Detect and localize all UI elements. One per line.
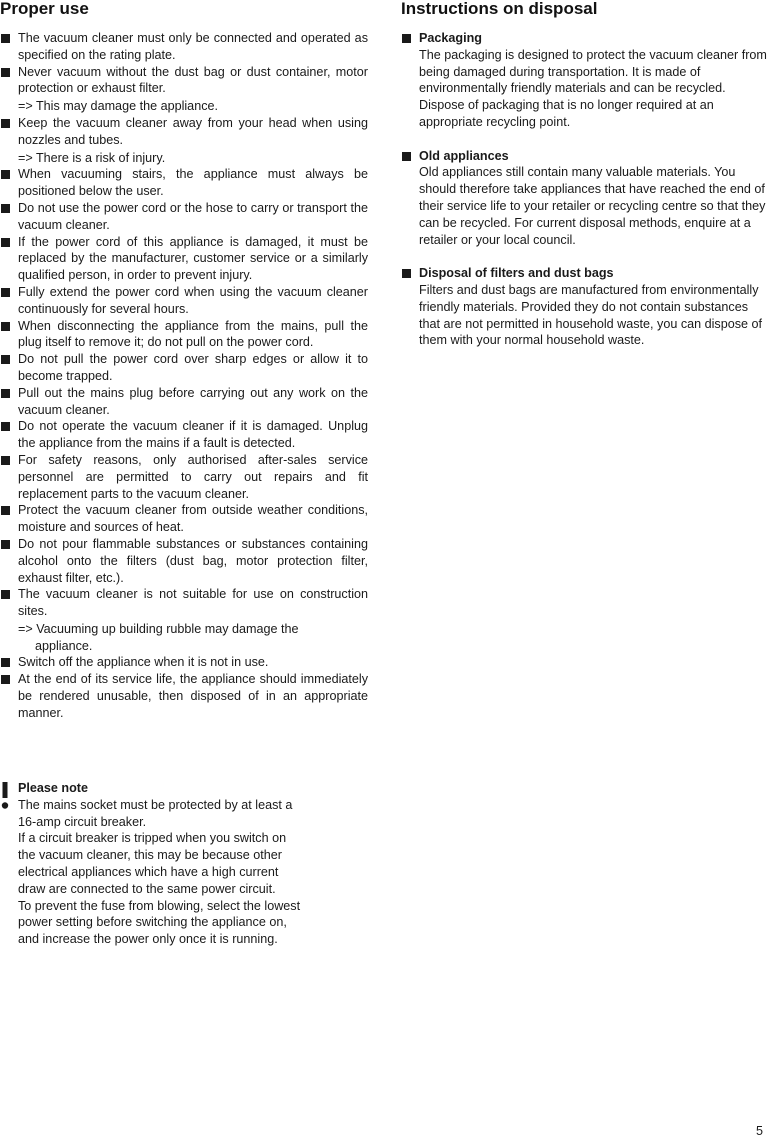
square-bullet-icon xyxy=(1,389,10,398)
note-line: power setting before switching the appliance on, xyxy=(18,915,287,930)
list-item: Keep the vacuum cleaner away from your head when using nozzles and tubes. => There is a risk of injury. xyxy=(0,115,368,166)
square-bullet-icon xyxy=(1,658,10,667)
note-line: the vacuum cleaner, this may be because other xyxy=(18,848,282,863)
old-appliances-text: Old appliances still contain many valuable materials. You should therefore take appliances that have reached the end of their service life to your retailer or recycling centre so that they can be recycled. For current disposal methods, enquire at a retailer or your local council. xyxy=(419,165,766,247)
square-bullet-icon xyxy=(1,422,10,431)
list-item: Protect the vacuum cleaner from outside weather conditions, moisture and sources of heat. xyxy=(0,502,368,536)
filters-disposal-text: Filters and dust bags are manufactured from environmentally friendly materials. Provided they do not contain substances that are not permitted in household waste, you can dispose of them with your normal household waste. xyxy=(419,282,763,348)
note-title: Please note xyxy=(18,781,88,795)
proper-use-list xyxy=(0,30,368,722)
consequence-note: => There is a risk of injury. xyxy=(18,150,166,165)
disposal-column xyxy=(401,0,767,366)
square-bullet-icon xyxy=(402,269,411,278)
filters-disposal-title: Disposal of filters and dust bags xyxy=(419,266,614,281)
square-bullet-icon xyxy=(1,355,10,364)
list-item: Fully extend the power cord when using the vacuum cleaner continuously for several hours. xyxy=(0,284,368,318)
consequence-note: => Vacuuming up building rubble may damage the xyxy=(18,621,299,636)
square-bullet-icon xyxy=(1,119,10,128)
packaging-title: Packaging xyxy=(419,31,482,45)
list-item xyxy=(401,30,767,131)
disposal-list xyxy=(401,30,767,349)
square-bullet-icon xyxy=(1,170,10,179)
note-line: electrical appliances which have a high current xyxy=(18,864,279,879)
list-item: For safety reasons, only authorised after-sales service personnel are permitted to carry out repairs and fit replacement parts to the vacuum cleaner. xyxy=(0,452,368,502)
note-line: 16-amp circuit breaker. xyxy=(18,814,147,829)
note-line: To prevent the fuse from blowing, select the lowest xyxy=(18,898,301,913)
proper-use-heading: Proper use xyxy=(0,0,89,18)
square-bullet-icon xyxy=(1,34,10,43)
list-item: The vacuum cleaner is not suitable for use on construction sites. => Vacuuming up building rubble may damage the appliance. xyxy=(0,586,368,654)
square-bullet-icon xyxy=(1,322,10,331)
note-line: draw are connected to the same power circuit. xyxy=(18,881,276,896)
list-item: Do not use the power cord or the hose to carry or transport the vacuum cleaner. xyxy=(0,200,368,234)
square-bullet-icon xyxy=(1,675,10,684)
disposal-heading: Instructions on disposal xyxy=(401,0,598,18)
note-line: and increase the power only once it is running. xyxy=(18,932,278,947)
square-bullet-icon xyxy=(1,68,10,77)
old-appliances-title: Old appliances xyxy=(419,148,509,163)
square-bullet-icon xyxy=(1,456,10,465)
list-item: At the end of its service life, the appliance should immediately be rendered unusable, then disposed of in an appropriate manner. xyxy=(0,671,368,721)
square-bullet-icon xyxy=(402,152,411,161)
list-item: The vacuum cleaner must only be connected and operated as specified on the rating plate. xyxy=(0,30,368,64)
list-item: Never vacuum without the dust bag or dust container, motor protection or exhaust filter. => This may damage the appliance. xyxy=(0,64,368,115)
list-item: Pull out the mains plug before carrying out any work on the vacuum cleaner. xyxy=(0,385,368,419)
square-bullet-icon xyxy=(1,204,10,213)
list-item: Switch off the appliance when it is not in use. xyxy=(0,654,368,671)
list-item: Do not pour flammable substances or substances containing alcohol onto the filters (dust bag, motor protection filter, exhaust filter, etc.). xyxy=(0,536,368,586)
list-item: Do not operate the vacuum cleaner if it is damaged. Unplug the appliance from the mains if a fault is detected. xyxy=(0,418,368,452)
note-body xyxy=(18,780,368,948)
packaging-text: The packaging is designed to protect the vacuum cleaner from being damaged during transportation. It is made of environmentally friendly materials and can be recycled. Dispose of packaging that is no longer required at an appropriate recycling point. xyxy=(419,47,767,129)
square-bullet-icon xyxy=(1,288,10,297)
square-bullet-icon xyxy=(1,506,10,515)
note-line: The mains socket must be protected by at least a xyxy=(18,797,293,812)
page-number: 5 xyxy=(755,1124,763,1138)
list-item: When vacuuming stairs, the appliance must always be positioned below the user. xyxy=(0,166,368,200)
consequence-note-continued: appliance. xyxy=(35,638,93,653)
list-item: When disconnecting the appliance from the mains, pull the plug itself to remove it; do not pull on the power cord. xyxy=(0,318,368,352)
consequence-note: => This may damage the appliance. xyxy=(18,99,218,114)
proper-use-column xyxy=(0,0,368,722)
note-line: If a circuit breaker is tripped when you switch on xyxy=(18,831,287,846)
square-bullet-icon xyxy=(1,590,10,599)
please-note-box xyxy=(0,780,368,948)
list-item: If the power cord of this appliance is damaged, it must be replaced by the manufacturer, customer service or a similarly qualified person, in order to prevent injury. xyxy=(0,234,368,284)
square-bullet-icon xyxy=(1,238,10,247)
list-item: Do not pull the power cord over sharp edges or allow it to become trapped. xyxy=(0,351,368,385)
square-bullet-icon xyxy=(402,34,411,43)
list-item xyxy=(401,148,767,249)
list-item xyxy=(401,265,767,349)
square-bullet-icon xyxy=(1,540,10,549)
exclamation-icon xyxy=(0,782,10,810)
